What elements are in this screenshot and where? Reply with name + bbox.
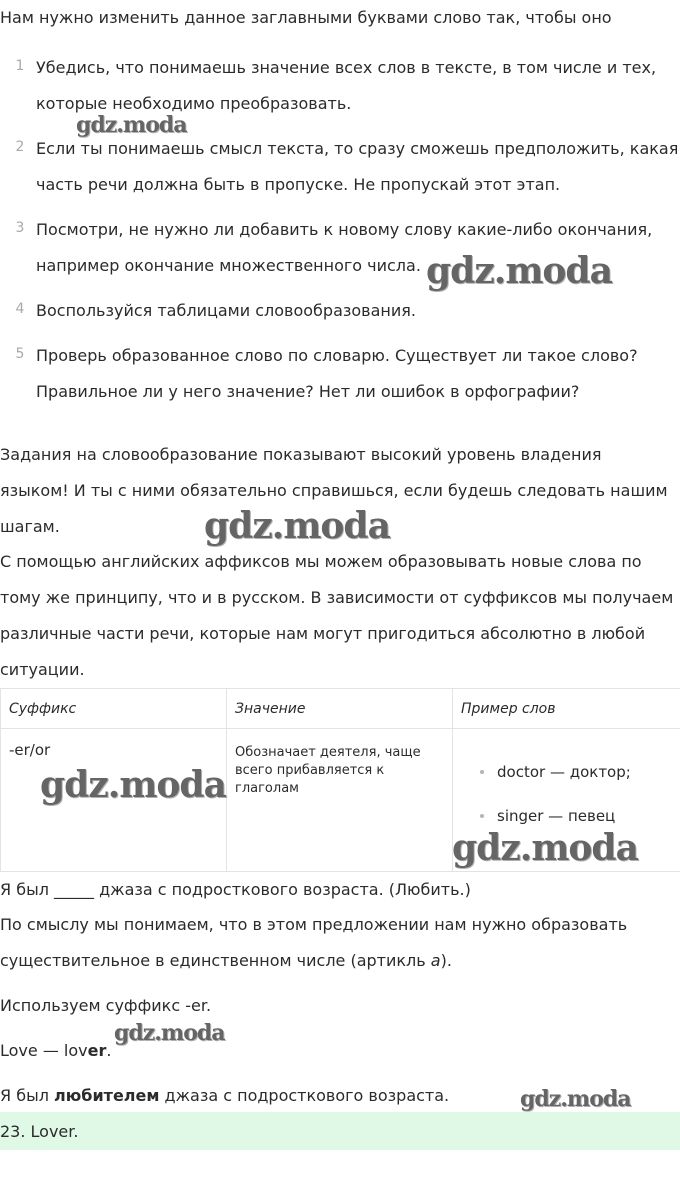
paragraph-line: ситуации. [0, 660, 85, 679]
list-item [453, 763, 680, 781]
watermark: gdz.moda [114, 1020, 225, 1046]
paragraph-line: тому же принципу, что и в русском. В зависимости от суффиксов мы получаем [0, 588, 674, 607]
table-header: Пример слов [453, 689, 680, 729]
meaning-line: глаголам [235, 781, 299, 796]
meaning-cell [227, 729, 453, 872]
explanation-text: ). [440, 951, 452, 970]
paragraph-line: шагам. [0, 517, 60, 536]
step-number: 1 [15, 58, 25, 74]
answer-box [0, 1112, 680, 1150]
suffix-cell: -er/or [1, 729, 227, 872]
step-text: которые необходимо преобразовать. [36, 94, 352, 113]
paragraph-line: С помощью английских аффиксов мы можем образовывать новые слова по [0, 552, 642, 571]
list-item [453, 807, 680, 825]
explanation-text: существительное в единственном числе (артикль [0, 951, 431, 970]
derivation-suffix: er [87, 1041, 107, 1060]
intro-text: Нам нужно изменить данное заглавными буквами слово так, чтобы оно [0, 8, 612, 27]
suffix-line: Используем суффикс -er. [0, 996, 212, 1015]
watermark: gdz.moda [76, 112, 187, 138]
example-text: doctor — доктор; [497, 763, 631, 781]
step-text: Воспользуйся таблицами словообразования. [36, 301, 416, 320]
article-text: a [430, 951, 441, 970]
step-number: 4 [15, 301, 25, 317]
meaning-line: Обозначает деятеля, чаще [235, 745, 421, 760]
bullet-icon [480, 814, 484, 818]
step-text: Правильное ли у него значение? Нет ли ошибок в орфографии? [36, 382, 580, 401]
step-number: 5 [15, 346, 25, 362]
result-word: любителем [54, 1086, 160, 1105]
step-text: часть речи должна быть в пропуске. Не пропускай этот этап. [36, 175, 561, 194]
bullet-icon [480, 770, 484, 774]
result-sentence [0, 1086, 449, 1105]
examples-list [453, 763, 680, 825]
watermark: gdz.moda [452, 827, 638, 869]
meaning-line: всего прибавляется к [235, 763, 385, 778]
paragraph-line: различные части речи, которые нам могут пригодиться абсолютно в любой [0, 624, 646, 643]
paragraph-line: языком! И ты с ними обязательно справишься, если будешь следовать нашим [0, 481, 668, 500]
example-text: singer — певец [497, 807, 616, 825]
paragraph-line: Задания на словообразование показывают высокий уровень владения [0, 445, 602, 464]
watermark: gdz.moda [520, 1086, 631, 1112]
explanation-line: По смыслу мы понимаем, что в этом предложении нам нужно образовать [0, 915, 628, 934]
step-text: Если ты понимаешь смысл текста, то сразу сможешь предположить, какая [36, 139, 679, 158]
step-number: 3 [15, 220, 25, 236]
table-header: Суффикс [1, 689, 227, 729]
step-text: Убедись, что понимаешь значение всех слов в тексте, в том числе и тех, [36, 58, 657, 77]
derivation-line [0, 1041, 111, 1060]
answer-text: 23. Lover. [0, 1122, 79, 1141]
task-sentence: Я был _____ джаза с подросткового возраста. (Любить.) [0, 880, 471, 899]
step-text: Посмотри, не нужно ли добавить к новому слову какие-либо окончания, [36, 220, 653, 239]
result-text: Я был [0, 1086, 55, 1105]
watermark: gdz.moda [426, 250, 612, 292]
step-number: 2 [15, 139, 25, 155]
step-text: Проверь образованное слово по словарю. Существует ли такое слово? [36, 346, 638, 365]
table-header: Значение [227, 689, 453, 729]
derivation-end: . [106, 1041, 112, 1060]
derivation-base: Love — lov [0, 1041, 88, 1060]
table-header-row [1, 689, 680, 729]
explanation-line [0, 951, 452, 970]
watermark: gdz.moda [40, 764, 226, 806]
watermark: gdz.moda [204, 505, 390, 547]
step-text: например окончание множественного числа. [36, 256, 421, 275]
result-text: джаза с подросткового возраста. [159, 1086, 450, 1105]
